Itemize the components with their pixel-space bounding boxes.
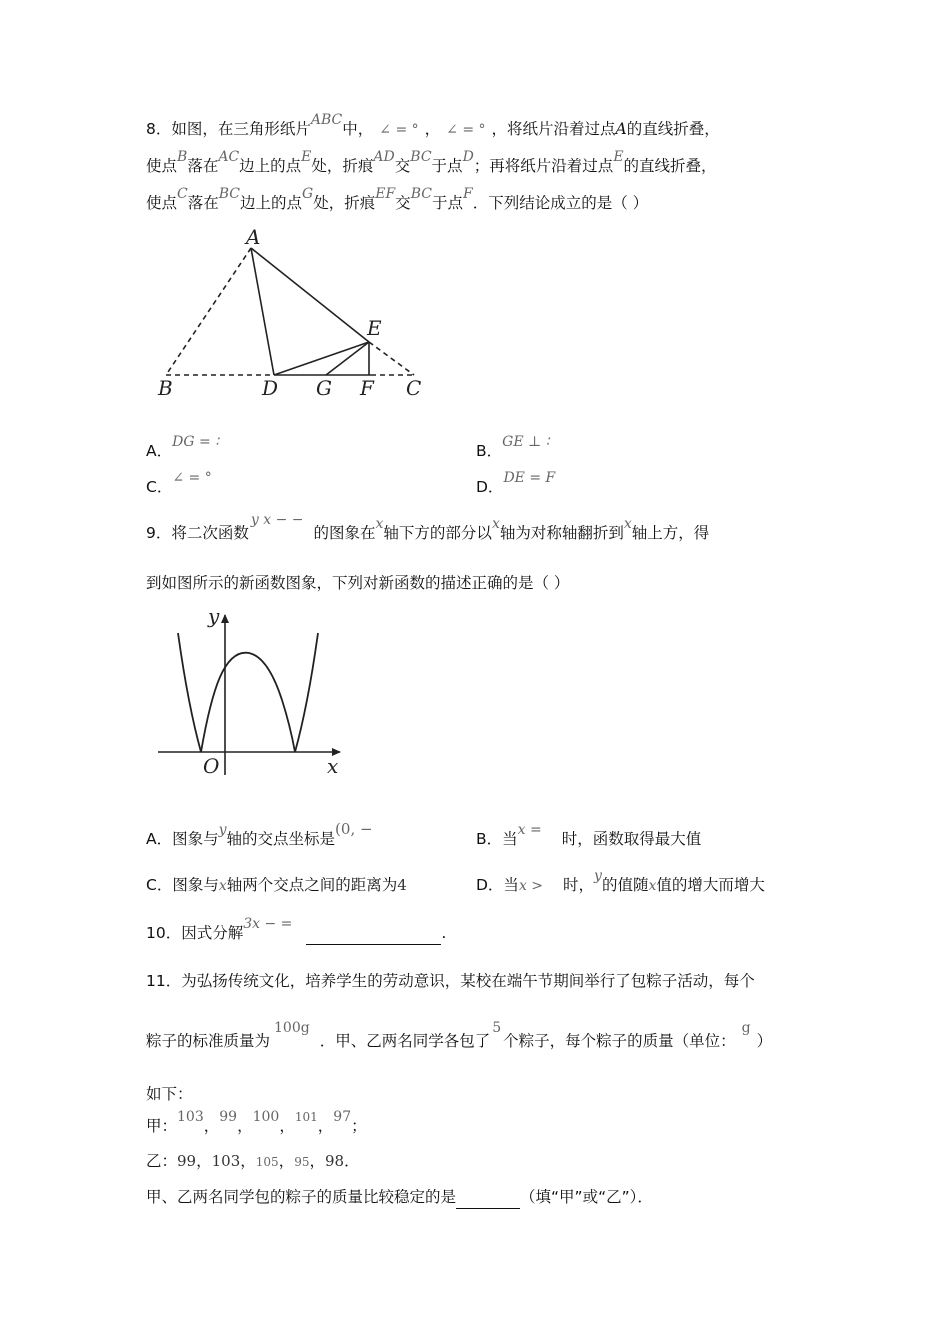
- label: 甲：: [146, 1117, 178, 1135]
- text: 轴下方的部分以: [383, 524, 492, 542]
- q8-line3: [146, 186, 649, 215]
- math-x: x: [623, 516, 632, 532]
- math-4: 4: [397, 876, 407, 894]
- segment-ge: [326, 342, 369, 375]
- label-a: A: [246, 225, 261, 249]
- text: 交: [394, 157, 411, 175]
- q8-option-a[interactable]: [146, 434, 219, 463]
- math-x: x: [218, 878, 227, 894]
- text: 的值随: [601, 876, 649, 894]
- math-y: y: [218, 822, 227, 838]
- text: 使点: [146, 157, 178, 175]
- math-bc: BC: [218, 186, 241, 202]
- curve-left-branch: [178, 633, 201, 752]
- text: 落在: [187, 194, 219, 212]
- q10: [146, 916, 447, 945]
- q9-line1: [146, 512, 710, 545]
- math-x: x: [648, 878, 657, 894]
- label-f: F: [360, 376, 374, 400]
- text: （填“甲”或“乙”）．: [520, 1188, 653, 1206]
- math-ad: AD: [373, 149, 395, 165]
- math-angle-2: ∠ = °: [446, 122, 486, 138]
- curve-right-branch: [295, 633, 318, 752]
- value: 103: [211, 1152, 241, 1170]
- q9-option-c[interactable]: [146, 874, 407, 897]
- x-label: x: [327, 754, 339, 778]
- math-x: x: [491, 516, 500, 532]
- math-x-gt: x >: [518, 878, 544, 894]
- text: 的图象在: [313, 524, 376, 542]
- text: 的直线折叠，: [626, 120, 720, 138]
- text: 轴上方，得: [631, 524, 710, 542]
- math-g: G: [302, 186, 314, 202]
- text: B．当: [476, 830, 518, 848]
- q8-triangle-figure: [150, 225, 440, 405]
- math-ef: EF: [375, 186, 396, 202]
- text: 使点: [146, 194, 178, 212]
- q11-line2: [146, 1020, 773, 1053]
- answer-blank[interactable]: [456, 1186, 520, 1209]
- q8-option-c[interactable]: [146, 470, 212, 499]
- math-expression: 3x − =: [243, 916, 293, 932]
- label-e: E: [367, 316, 382, 340]
- q9-graph: [150, 605, 350, 785]
- value: 97: [333, 1109, 352, 1125]
- text: ，将纸片沿着过点: [491, 120, 616, 138]
- value: 105: [255, 1155, 279, 1169]
- text: ．下列结论成立的是（ ）: [472, 194, 649, 212]
- text: 边上的点: [239, 157, 302, 175]
- text: 甲、乙两名同学包的粽子的质量比较稳定的是: [146, 1188, 457, 1206]
- math-function: y x − −: [250, 512, 304, 528]
- q11-line3: 如下：: [146, 1085, 193, 1103]
- q11-line6: [146, 1186, 653, 1209]
- math-f: F: [462, 186, 473, 202]
- math-ac: AC: [218, 149, 240, 165]
- math-b: B: [177, 149, 188, 165]
- segment-ae: [251, 248, 369, 342]
- text: ．甲、乙两名同学各包了: [319, 1032, 491, 1050]
- dashed-ab: [166, 248, 251, 375]
- text: 8．如图，在三角形纸片: [146, 120, 311, 138]
- label-d: D: [262, 376, 279, 400]
- text: ）: [756, 1032, 773, 1050]
- text: 时，: [563, 876, 595, 894]
- value: 100: [252, 1109, 280, 1125]
- option-expr: DG = ∶: [172, 434, 219, 450]
- q11-yi-row: 乙：99，103，105，95，98．: [146, 1152, 360, 1170]
- text: D．当: [476, 876, 519, 894]
- text: 处，折痕: [311, 157, 374, 175]
- answer-blank[interactable]: [306, 922, 441, 945]
- text: C．图象与: [146, 876, 219, 894]
- q9-option-a[interactable]: [146, 820, 373, 851]
- q11-line1: 11．为弘扬传统文化，培养学生的劳动意识，某校在端午节期间举行了包粽子活动，每个: [146, 972, 755, 990]
- text: 9．将二次函数: [146, 524, 249, 542]
- math-x-eq: x =: [517, 822, 542, 838]
- text: 轴两个交点之间的距离为: [226, 876, 398, 894]
- option-label: C．: [146, 478, 173, 496]
- q11-jia-row: 甲：103，99，100，$^{101}$，97；: [146, 1109, 367, 1135]
- q8-line1: [146, 112, 720, 141]
- math-x: x: [375, 516, 384, 532]
- math-100g: 100g: [274, 1020, 310, 1036]
- label-b: B: [158, 376, 173, 400]
- text: ，: [424, 120, 441, 138]
- text: 的直线折叠，: [623, 157, 717, 175]
- option-expr: ∠ = °: [172, 470, 212, 486]
- option-label: A．: [146, 442, 173, 460]
- text: ．: [344, 1152, 360, 1170]
- value: 99: [177, 1152, 197, 1170]
- option-expr: DE = F: [503, 470, 556, 486]
- text: 边上的点: [240, 194, 303, 212]
- q8-option-d[interactable]: [476, 470, 556, 499]
- value: 95: [294, 1155, 310, 1169]
- segment-de: [274, 342, 369, 375]
- segment-ad: [251, 248, 274, 375]
- math-5: 5: [492, 1020, 502, 1036]
- math-e: E: [613, 149, 624, 165]
- text: 轴的交点坐标是: [226, 830, 336, 848]
- q9-line2: 到如图所示的新函数图象，下列对新函数的描述正确的是（ ）: [146, 574, 570, 592]
- text: A．图象与: [146, 830, 219, 848]
- option-label: D．: [476, 478, 504, 496]
- label-g: G: [316, 376, 332, 400]
- text: 于点: [431, 157, 463, 175]
- text: 落在: [187, 157, 219, 175]
- math-c: C: [177, 186, 188, 202]
- text: 中，: [342, 120, 374, 138]
- option-expr: GE ⊥ ∶: [502, 434, 550, 450]
- math-e: E: [301, 149, 312, 165]
- math-point: (0, −: [335, 820, 373, 838]
- math-y: y: [594, 868, 602, 884]
- math-a: A: [615, 120, 627, 138]
- text: .: [441, 924, 447, 942]
- origin-label: O: [203, 754, 220, 778]
- text: 交: [395, 194, 411, 212]
- y-label: y: [208, 604, 220, 628]
- q8-option-b[interactable]: [476, 434, 550, 463]
- value: 101: [294, 1110, 318, 1124]
- math-angle-1: ∠ = °: [379, 122, 419, 138]
- math-g: g: [741, 1020, 751, 1036]
- math-bc: BC: [410, 149, 432, 165]
- value: 99: [219, 1109, 238, 1125]
- text: 粽子的标准质量为: [146, 1032, 271, 1050]
- text: 于点: [431, 194, 463, 212]
- dashed-ec: [369, 342, 414, 375]
- text: 处，折痕: [313, 194, 376, 212]
- text: 个粽子，每个粽子的质量（单位：: [503, 1032, 736, 1050]
- text: 时，函数取得最大值: [561, 830, 702, 848]
- math-abc: ABC: [310, 112, 343, 128]
- text: 轴为对称轴翻折到: [499, 524, 624, 542]
- math-d: D: [462, 149, 474, 165]
- value: 98: [325, 1152, 345, 1170]
- q8-line2: [146, 149, 717, 178]
- label: 乙：: [146, 1152, 178, 1170]
- text: 值的增大而增大: [656, 876, 765, 894]
- label-c: C: [406, 376, 422, 400]
- math-bc: BC: [410, 186, 432, 202]
- text: ；再将纸片沿着过点: [473, 157, 614, 175]
- option-label: B．: [476, 442, 503, 460]
- q9-option-b[interactable]: [476, 822, 702, 851]
- text: 10．因式分解: [146, 924, 244, 942]
- q9-option-d[interactable]: [476, 868, 765, 897]
- value: 103: [177, 1109, 204, 1125]
- text: ；: [351, 1117, 367, 1135]
- curve-middle-arch: [201, 653, 295, 752]
